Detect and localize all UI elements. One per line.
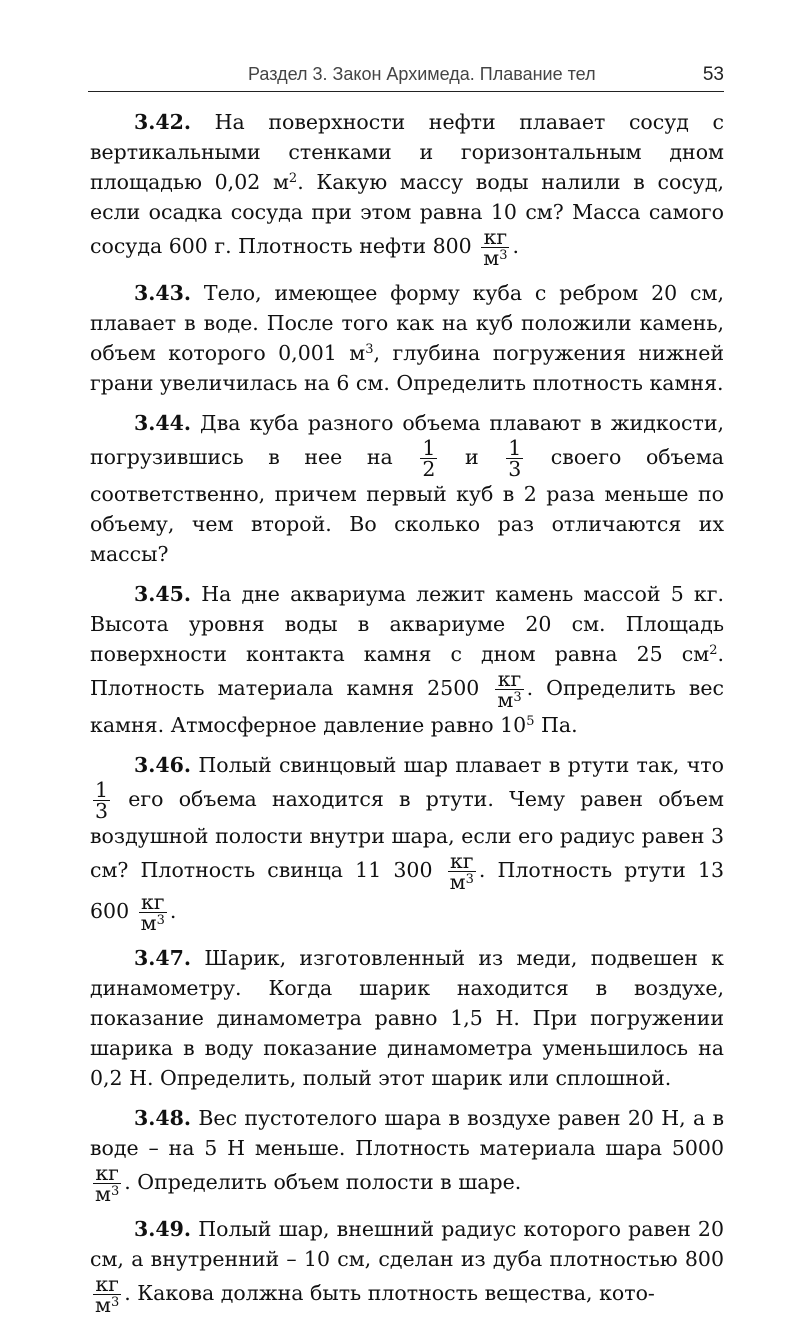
problem-number: 3.47.: [134, 946, 192, 970]
problem-text: Два куба разного объема плавают в жидкости, погрузившись в нее на: [90, 411, 724, 469]
problem-number: 3.48.: [134, 1106, 192, 1130]
fraction-denominator: $м^3$: [95, 1182, 120, 1206]
problem-number: 3.46.: [134, 753, 192, 777]
problem-number: 3.42.: [134, 110, 192, 134]
fraction-denominator: $м^3$: [497, 688, 522, 712]
fraction-numerator: 1: [422, 436, 436, 460]
problem-text: На дне аквариума лежит камень массой 5 кг. Высота уровня воды в аквариуме 20 см. Площадь поверхности контакта камня с дном равна 25 см: [90, 582, 724, 666]
problem-3-44: [90, 408, 724, 569]
problem-3-46: [90, 750, 724, 933]
problem-text: . Определить вес камня. Атмосферное давление равно 10: [90, 676, 725, 737]
problem-text: Полый свинцовый шар плавает в ртути так, что: [191, 753, 724, 777]
running-title: Раздел 3. Закон Архимеда. Плавание тел: [248, 64, 596, 84]
fraction-one-half: [420, 438, 437, 479]
fraction-numerator: кг: [481, 227, 509, 248]
unit-fraction-kg-per-m3: [93, 1274, 121, 1315]
problem-text: . Плотность материала камня 2500: [90, 642, 724, 700]
fraction-denominator: $м^3$: [140, 911, 165, 935]
fraction-numerator: кг: [93, 1163, 121, 1184]
fraction-denominator: $м^3$: [95, 1293, 120, 1317]
superscript: 3: [365, 342, 374, 357]
fraction-denominator: $м^3$: [483, 246, 508, 270]
problem-text: . Какова должна быть плотность вещества, кото-: [124, 1281, 655, 1305]
problem-number: 3.44.: [134, 411, 192, 435]
fraction-denominator: 2: [422, 457, 436, 481]
fraction-denominator: 3: [95, 799, 109, 823]
superscript: 5: [526, 714, 535, 729]
problem-text: Полый шар, внешний радиус которого равен 20 см, а внутренний – 10 см, сделан из дуба плотностью 800: [90, 1217, 724, 1271]
problem-text: . Какую массу воды налили в сосуд, если осадка сосуда при этом равна 10 см? Масса самого сосуда 600 г. Плотность нефти 800: [90, 170, 724, 258]
fraction-one-third: [93, 780, 110, 821]
problem-text: своего объема соответственно, причем первый куб в 2 раза меньше по объему, чем второй. Во сколько раз отличаются их массы?: [90, 445, 724, 566]
unit-fraction-kg-per-m3: [448, 851, 476, 892]
problem-text: На поверхности нефти плавает сосуд с вертикальными стенками и горизонтальным дном площадью 0,02 м: [90, 110, 724, 194]
problem-3-43: [90, 278, 724, 398]
problem-text: Шарик, изготовленный из меди, подвешен к динамометру. Когда шарик находится в воздухе, показание динамометра равно 1,5 Н. При погружении шарика в воду показание динамометра уменьшилось на 0,2 Н. Определить, полый этот шарик или сплошной.: [90, 946, 724, 1090]
problem-text: и: [440, 445, 504, 469]
problem-text: , глубина погружения нижней грани увеличилась на 6 см. Определить плотность камня.: [90, 341, 725, 395]
problem-text: . Плотность ртути 13 600: [90, 858, 724, 923]
problem-text: Тело, имеющее форму куба с ребром 20 см, плавает в воде. После того как на куб положили камень, объем которого 0,001 м: [90, 281, 724, 365]
problem-text: .: [512, 234, 520, 258]
problem-text: .: [169, 899, 177, 923]
problem-3-42: [90, 107, 724, 268]
fraction-numerator: кг: [93, 1274, 121, 1295]
problem-3-48: [90, 1103, 724, 1204]
fraction-numerator: кг: [495, 669, 523, 690]
problem-text: . Определить объем полости в шаре.: [124, 1170, 522, 1194]
fraction-numerator: кг: [448, 851, 476, 872]
problem-3-45: [90, 579, 724, 740]
problem-3-49: [90, 1214, 724, 1315]
problem-text: Вес пустотелого шара в воздухе равен 20 Н, а в воде – на 5 Н меньше. Плотность материала шара 5000: [90, 1106, 724, 1160]
problem-3-47: [90, 943, 724, 1093]
unit-fraction-kg-per-m3: [93, 1163, 121, 1204]
fraction-numerator: 1: [508, 436, 522, 460]
fraction-numerator: 1: [95, 778, 109, 802]
fraction-numerator: кг: [139, 892, 167, 913]
fraction-denominator: 3: [508, 457, 522, 481]
superscript: 2: [709, 643, 718, 658]
unit-fraction-kg-per-m3: [139, 892, 167, 933]
problem-text: Па.: [534, 713, 578, 737]
problem-number: 3.45.: [134, 582, 192, 606]
problems-list: [90, 107, 724, 1325]
problem-number: 3.49.: [134, 1217, 192, 1241]
unit-fraction-kg-per-m3: [481, 227, 509, 268]
page-number: 53: [702, 64, 724, 85]
fraction-denominator: $м^3$: [449, 870, 474, 894]
problem-text: его объема находится в ртути. Чему равен объем воздушной полости внутри шара, если его радиус равен 3 см? Плотность свинца 11 300: [90, 787, 724, 882]
problem-number: 3.43.: [134, 281, 192, 305]
page-header: [88, 64, 724, 92]
superscript: 2: [288, 171, 298, 186]
fraction-one-third: [506, 438, 523, 479]
unit-fraction-kg-per-m3: [495, 669, 523, 710]
